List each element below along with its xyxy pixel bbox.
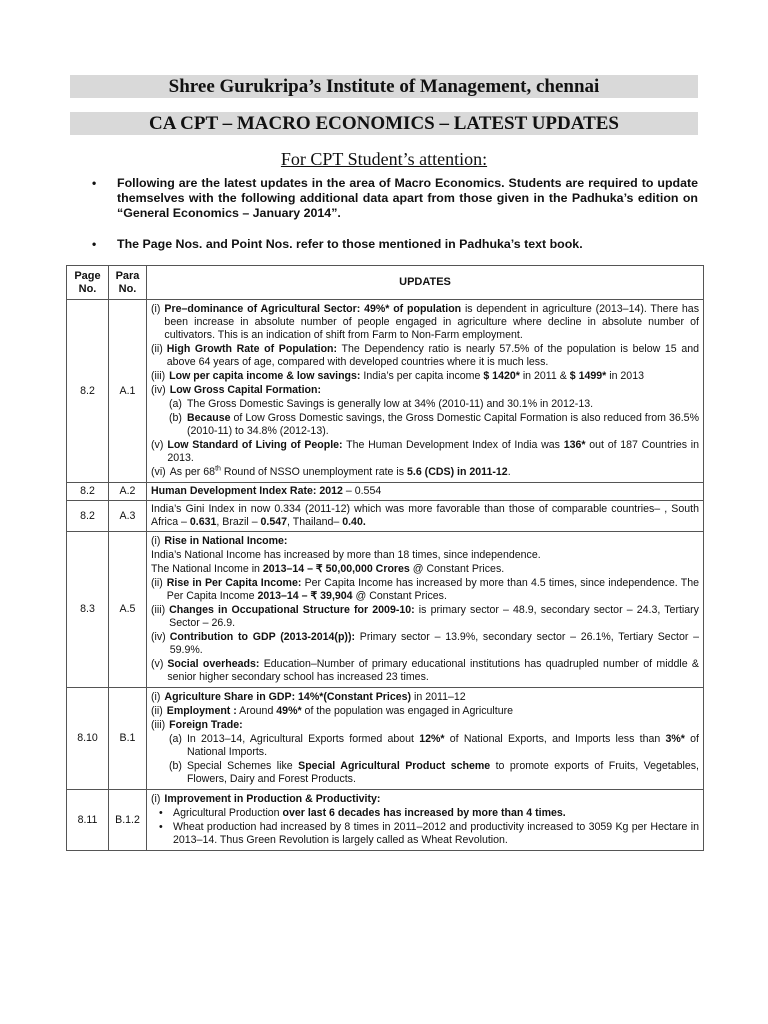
sub-text: The Gross Domestic Savings is generally low at 34% (2010-11) and 30.1% in 2012-13. — [186, 398, 594, 410]
course-title: CA CPT – MACRO ECONOMICS – LATEST UPDATES — [70, 112, 698, 135]
point-bold: Rise in National Income: — [164, 535, 288, 547]
point-bold: 12%* — [419, 733, 445, 745]
point-body: Agricultural Production — [173, 807, 283, 819]
point-body: @ Constant Prices. — [352, 590, 447, 602]
point-text — [167, 577, 699, 603]
point-body: is primary sector – 48.9, secondary sector – 24.3, Tertiary Sector – 26.9. — [169, 604, 699, 629]
point-number: (iv) — [151, 384, 166, 396]
point-bold: Contribution to GDP (2013-2014(p)): — [169, 631, 356, 643]
point-body: . — [507, 466, 511, 478]
point-body: to promote exports of Fruits, Vegetables, Flowers, Dairy and Forest Products. — [186, 760, 699, 785]
update-cell — [147, 300, 704, 483]
point-bold: 2013–14 – ₹ 39,904 — [257, 590, 353, 602]
page-cell: 8.2 — [67, 501, 109, 532]
intro-text: Following are the latest updates in the area of Macro Economics. Students are required to update themselves with the following additional data apart from those given in the Padhuka’s edition on “General Economics – January 2014”. — [117, 176, 698, 220]
institute-title: Shree Gurukripa’s Institute of Management, chennai — [70, 75, 698, 98]
intro-item-2 — [92, 237, 698, 252]
update-point — [151, 303, 699, 342]
update-point — [151, 691, 699, 704]
page-cell: 8.11 — [67, 790, 109, 851]
table-row — [67, 483, 704, 501]
point-text — [167, 705, 699, 718]
point-body: Education–Number of primary educational institutions has quadrupled number of middle & senior higher secondary school has increased 23 times. — [167, 658, 699, 683]
header-updates: UPDATES — [147, 266, 704, 300]
update-point — [151, 604, 699, 630]
point-text — [170, 631, 699, 657]
point-text — [170, 466, 699, 479]
update-point — [151, 466, 699, 479]
bullet-text: Wheat production had increased by 8 times in 2011–2012 and productivity increased to 3059 Kg per Hectare in 2013–14. Thus Green Revolution is largely called as Wheat Revolution. — [173, 821, 699, 846]
point-bold: High Growth Rate of Population: — [166, 343, 338, 355]
update-point — [151, 535, 699, 548]
update-cell — [147, 501, 704, 532]
point-number: (iv) — [151, 631, 166, 643]
point-body: India’s Gini Index in now 0.334 (2011-12) which was more favorable than those of comparable countries– , South Africa – — [151, 503, 699, 528]
point-number: (ii) — [151, 343, 163, 355]
sub-text — [187, 733, 699, 759]
point-body: in 2011 & — [519, 370, 570, 382]
point-text — [169, 604, 699, 630]
bullet-icon: • — [159, 821, 163, 833]
point-bold: Pre–dominance of Agricultural Sector: 49%* of population — [164, 303, 462, 315]
point-text — [167, 343, 699, 369]
update-point — [151, 705, 699, 718]
point-text — [167, 658, 699, 684]
point-body: The Human Development Index of India was — [342, 439, 564, 451]
para-cell: A.1 — [109, 300, 147, 483]
sub-text — [187, 760, 699, 786]
update-point — [151, 343, 699, 369]
point-body: @ Constant Prices. — [409, 563, 505, 575]
updates-table — [66, 265, 704, 851]
point-text — [164, 303, 699, 342]
table-row — [67, 501, 704, 532]
point-body: , Thailand– — [287, 516, 343, 528]
page-cell: 8.3 — [67, 532, 109, 688]
point-number: (iii) — [151, 370, 166, 382]
point-body: is dependent in agriculture (2013–14). There has been increase in absolute number of people engaged in agriculture where decline in absolute number of cultivators. This is an indication of shift from Farm to Non-Farm employment. — [164, 303, 699, 341]
update-point — [151, 439, 699, 465]
point-body: In 2013–14, Agricultural Exports formed about — [186, 733, 420, 745]
para-cell: B.1.2 — [109, 790, 147, 851]
sub-point — [151, 733, 699, 759]
point-bold: Changes in Occupational Structure for 2009-10: — [169, 604, 415, 616]
point-bold: Improvement in Production & Productivity: — [164, 793, 381, 805]
para-cell: B.1 — [109, 688, 147, 790]
point-text — [169, 370, 699, 383]
bullet-text — [173, 807, 699, 820]
point-number: (ii) — [151, 705, 163, 717]
table-row — [67, 790, 704, 851]
point-number: (iii) — [151, 604, 166, 616]
point-bold: Social overheads: — [167, 658, 260, 670]
sub-point — [151, 398, 699, 411]
update-point — [151, 370, 699, 383]
point-body: , Brazil – — [216, 516, 261, 528]
bullet-icon: • — [92, 237, 97, 251]
table-row — [67, 688, 704, 790]
update-cell — [147, 790, 704, 851]
point-bold: Low Standard of Living of People: — [167, 439, 343, 451]
point-number: (i) — [151, 691, 161, 703]
point-body: Round of NSSO unemployment rate is — [220, 466, 407, 478]
point-number: (v) — [151, 439, 164, 451]
intro-list-2 — [92, 237, 698, 252]
update-cell — [147, 532, 704, 688]
bullet-point — [151, 821, 699, 847]
point-text — [170, 384, 699, 397]
sub-point — [151, 760, 699, 786]
sub-text — [187, 412, 699, 438]
point-body: The National Income in — [151, 563, 263, 575]
point-bold: 3%* — [665, 733, 685, 745]
point-text — [167, 439, 699, 465]
point-bold: 2013–14 – ₹ 50,00,000 Crores — [262, 563, 410, 575]
para-cell: A.3 — [109, 501, 147, 532]
bullet-icon: • — [92, 176, 97, 190]
update-point — [151, 631, 699, 657]
table-row — [67, 532, 704, 688]
point-body: Per Capita Income has increased by more than 4.5 times, since independence. The Per Capita Income — [166, 577, 699, 602]
point-number: (i) — [151, 303, 161, 315]
point-body: of the population was engaged in Agriculture — [301, 705, 514, 717]
update-point — [151, 577, 699, 603]
point-bold: Foreign Trade: — [169, 719, 243, 731]
point-text — [169, 719, 699, 732]
page-cell: 8.2 — [67, 483, 109, 501]
point-text — [164, 535, 699, 548]
point-body: Around — [236, 705, 277, 717]
point-bold: 0.547 — [260, 516, 288, 528]
point-body: Primary sector – 13.9%, secondary sector – 26.1%, Tertiary Sector – 59.9%. — [169, 631, 699, 656]
sub-point — [151, 412, 699, 438]
point-body: As per 68 — [169, 466, 216, 478]
point-bold: Low per capita income & low savings: — [169, 370, 361, 382]
para-cell: A.2 — [109, 483, 147, 501]
attention-heading — [0, 149, 768, 170]
point-bold: Agriculture Share in GDP: 14%*(Constant Prices) — [164, 691, 412, 703]
bullet-icon: • — [159, 807, 163, 819]
intro-item-1 — [92, 176, 698, 221]
point-body: India’s per capita income — [360, 370, 484, 382]
point-bold: Special Agricultural Product scheme — [298, 760, 491, 772]
point-bold: Employment : — [166, 705, 237, 717]
point-bold: 0.40. — [342, 516, 366, 528]
point-bold: 136* — [563, 439, 586, 451]
sub-number: (a) — [169, 398, 182, 410]
intro-text: The Page Nos. and Point Nos. refer to those mentioned in Padhuka’s text book. — [117, 237, 583, 251]
point-bold: Because — [186, 412, 231, 424]
point-text — [164, 793, 699, 806]
bullet-point — [151, 807, 699, 820]
sub-number: (b) — [169, 412, 182, 424]
header-para-no: Para No. — [109, 266, 147, 300]
sub-number: (a) — [169, 733, 182, 745]
point-number: (vi) — [151, 466, 166, 478]
point-bold: 5.6 (CDS) in 2011-12 — [407, 466, 508, 478]
plain-line: India’s National Income has increased by more than 18 times, since independence. — [151, 549, 541, 561]
point-body: of Low Gross Domestic savings, the Gross Domestic Capital Formation is also reduced from 36.5% (2010-11) to 34.8% (2012-13). — [186, 412, 699, 437]
point-bold: 0.631 — [189, 516, 217, 528]
point-body: of National Exports, and Imports less than — [444, 733, 666, 745]
point-bold: Human Development Index Rate: 2012 — [151, 485, 343, 497]
header-page-no: Page No. — [67, 266, 109, 300]
point-body: Special Schemes like — [186, 760, 299, 772]
para-cell: A.5 — [109, 532, 147, 688]
update-cell — [147, 688, 704, 790]
plain-line — [151, 563, 699, 576]
point-text — [164, 691, 699, 704]
superscript: th — [215, 465, 221, 473]
update-point — [151, 384, 699, 397]
page-cell: 8.2 — [67, 300, 109, 483]
point-body: of National Imports. — [186, 733, 699, 758]
point-bold: $ 1499* — [569, 370, 607, 382]
point-body: out of 187 Countries in 2013. — [167, 439, 700, 464]
sub-number: (b) — [169, 760, 182, 772]
point-body: in 2013 — [606, 370, 644, 382]
update-point — [151, 793, 699, 806]
update-point — [151, 719, 699, 732]
intro-list-1 — [92, 176, 698, 221]
attention-text: For CPT Student’s attention: — [280, 149, 488, 169]
point-bold: $ 1420* — [483, 370, 520, 382]
point-bold: over last 6 decades has increased by more than 4 times. — [282, 807, 566, 819]
point-bold: Low Gross Capital Formation: — [169, 384, 321, 396]
table-header-row — [67, 266, 704, 300]
point-number: (v) — [151, 658, 164, 670]
point-body: in 2011–12 — [411, 691, 466, 703]
update-cell — [147, 483, 704, 501]
point-bold: 49%* — [276, 705, 302, 717]
point-body: – 0.554 — [342, 485, 382, 497]
point-bold: Rise in Per Capita Income: — [166, 577, 302, 589]
page-cell: 8.10 — [67, 688, 109, 790]
point-number: (i) — [151, 793, 161, 805]
update-point — [151, 658, 699, 684]
point-number: (i) — [151, 535, 161, 547]
point-body: The Dependency ratio is nearly 57.5% of the population is below 15 and above 64 years of age, compared with developed countries where it is much less. — [166, 343, 699, 368]
point-number: (iii) — [151, 719, 166, 731]
table-row — [67, 300, 704, 483]
point-number: (ii) — [151, 577, 163, 589]
